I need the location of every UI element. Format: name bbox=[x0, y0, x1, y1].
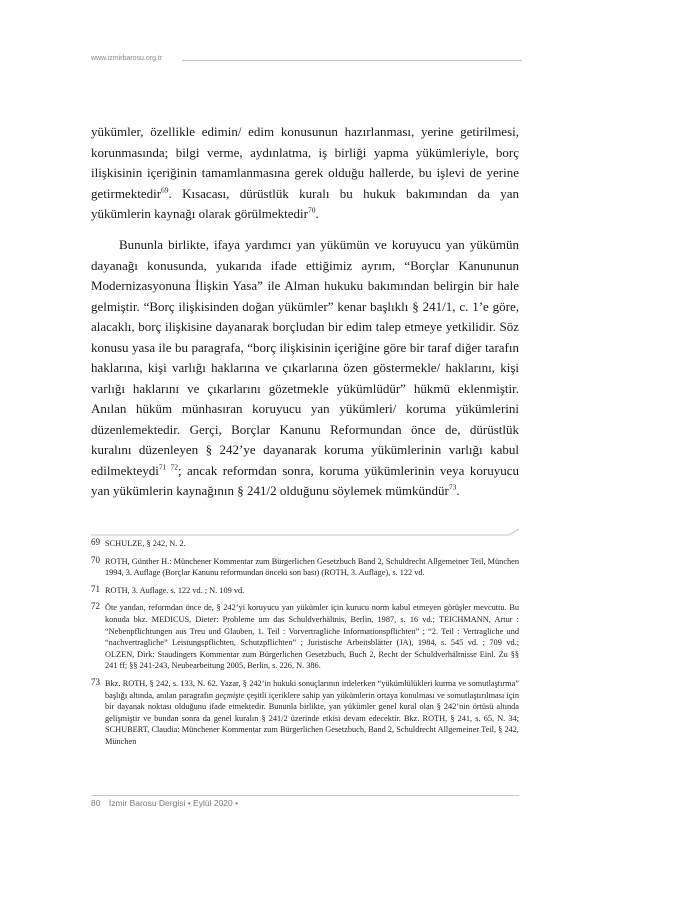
paragraph-2-text-a: Bununla birlikte, ifaya yardımcı yan yükümün ve koruyucu yan yükümün dayanağı konusunda, yukarıda ifade ettiğimiz ayrım, “Borçlar Kanununun Modernizasyonuna İlişkin Yasa” ile Alman hukuku bakımından belirgin bir hale gelmiştir. “Borç ilişkisinden doğan yükümler” kenar başlıklı § 241/1, c. 1’e göre, alacaklı, borç ilişkisine dayanarak borçludan bir edim talep etmeye yetkilidir. Söz konusu yasa ile bu paragrafa, “borç ilişkisinin içeriğine göre bir taraf diğer tarafın haklarına, kişi varlığı haklarına ve çıkarlarına özen göstermekle/ haklarını, kişi varlığı haklarını ve çıkarlarını gözetmekle yükümlüdür” hükmü eklenmiştir. Anılan hüküm münhasıran koruyucu yan yükümleri/ koruma yükümlerini düzenlemektedir. Gerçi, Borçlar Kanunu Reformundan önce de, dürüstlük kuralını düzenleyen § 242’ye dayanarak koruma yükümlerinin varlığı kabul edilmekteydi bbox=[91, 237, 519, 478]
footnote-text: SCHULZE, § 242, N. 2. bbox=[105, 539, 186, 548]
footnote-ref-71-72: 71 72 bbox=[158, 462, 178, 472]
footnote-ref-70: 70 bbox=[307, 205, 316, 215]
footnote-number: 71 bbox=[91, 583, 100, 594]
paragraph-1-text-c: . bbox=[315, 206, 319, 221]
paragraph-1-text-b: . Kısacası, dürüstlük kuralı bu hukuk bakımından da yan yükümlerin kaynağı olarak görülmektedir bbox=[91, 185, 519, 221]
footnote-number: 70 bbox=[91, 554, 100, 565]
footnote-number: 72 bbox=[91, 601, 100, 612]
footer-rule bbox=[91, 795, 519, 796]
footnote-ref-69: 69 bbox=[161, 185, 169, 195]
footnote-text: ROTH, Günther H.: Münchener Kommentar zum Bürgerlichen Gesetzbuch Band 2, Schuldrecht Allgemeiner Teil, München 1994, 3. Auflage (Borçlar Kanunu reformundan önceki son bası) (ROTH, 3. Auflage), s. 122 vd. bbox=[105, 556, 519, 578]
footnote-73 bbox=[91, 678, 519, 748]
header-rule bbox=[182, 60, 522, 61]
footnote-number: 69 bbox=[91, 537, 100, 547]
paragraph-2 bbox=[91, 235, 519, 502]
footnote-text bbox=[105, 678, 519, 748]
footnote-text-a: Bkz. ROTH, § 242, s. 133, N. 62. Yazar, § 242’in hukuki sonuçlarının irdelerken “yükümlülükleri kurma ve somutlaştırma” başlığı altında, anılan paragrafın bbox=[105, 678, 519, 700]
footnote-text: Öte yandan, reformdan önce de, § 242’yi koruyucu yan yükümler için kurucu norm kabul etmeyen görüşler mevcuttu. Bu konuda bkz. MEDICUS, Dieter: Probleme um das Schuldverhältnis, Berlin, 1987, s. 16 vd.; TEICHMANN, Artur : “Nebenpflichtungen aus Treu und Glauben, 1. Teil : Vorvertragliche Informationspflichten” ; “2. Teil : Vertragliche und “nachvertragliche” Leistungspflichten, Schutzpflichten” ; Juristische Arbeitsblätter (JA), 1984, s. 545 vd. ; 709 vd.; OLZEN, Dirk: Staudingers Kommentar zum Bürgerlichen Gesetzbuch, Buch 2, Recht der Schuldverhältnisse Einl. Zu §§ 241 ff; §§ 241-243, Neubearbeitung 2005, Berlin, s. 226, N. 386. bbox=[105, 603, 519, 671]
journal-name: İzmir Barosu Dergisi • Eylül 2020 • bbox=[108, 798, 239, 808]
footnote-69 bbox=[91, 538, 519, 550]
header-url: www.izmirbarosu.org.tr bbox=[91, 55, 163, 62]
footnote-text: ROTH, 3. Auflage. s. 122 vd. ; N. 109 vd. bbox=[105, 585, 245, 595]
page-footer bbox=[91, 798, 519, 808]
page-number: 80 bbox=[91, 798, 101, 808]
footnote-text-b: çeşitli içeriklere sahip yan yükümlerin ortaya konulması ve somutlaştırılması için bir dayanak noktası olduğunu ifade etmektedir. Bununla birlikte, yan yükümler genel kural olan § 242’nin örtüsü altında gelişmiştir ve bundan sonra da genel kuralın § 241/2 üzerinde etkisi devam edecektir. Bkz. ROTH, § 241, s. 65, N. 34; SCHUBERT, Claudia: Münchener Kommentar zum Bürgerlichen Gesetzbuch, Band 2, Schuldrecht Allgemeiner Teil, § 242, München bbox=[105, 690, 519, 746]
paragraph-2-text-b: ; ancak reformdan sonra, koruma yükümlerinin veya koruyucu yan yükümlerin kaynağının § 241/2 olduğunu söylemek mümkündür bbox=[91, 462, 519, 498]
footnote-text-italic: geçmişte bbox=[215, 690, 245, 700]
footnote-ref-73: 73 bbox=[448, 482, 457, 492]
paragraph-1 bbox=[91, 122, 519, 225]
footnote-separator bbox=[91, 527, 519, 537]
footnote-number: 73 bbox=[91, 676, 100, 687]
footnotes bbox=[91, 538, 519, 754]
footnote-72 bbox=[91, 602, 519, 672]
paragraph-1-text-a: yükümler, özellikle edimin/ edim konusunun hazırlanması, yerine getirilmesi, korunmasında; bilgi verme, aydınlatma, iş birliği yapma yükümleriyle, borç ilişkisinin içeriğinin tamamlanmasına gerek olduğu hallerde, bu işlevi de yerine getirmektedir bbox=[91, 124, 519, 201]
footnote-71 bbox=[91, 585, 519, 597]
paragraph-2-text-c: . bbox=[456, 483, 460, 498]
footnote-70 bbox=[91, 556, 519, 579]
